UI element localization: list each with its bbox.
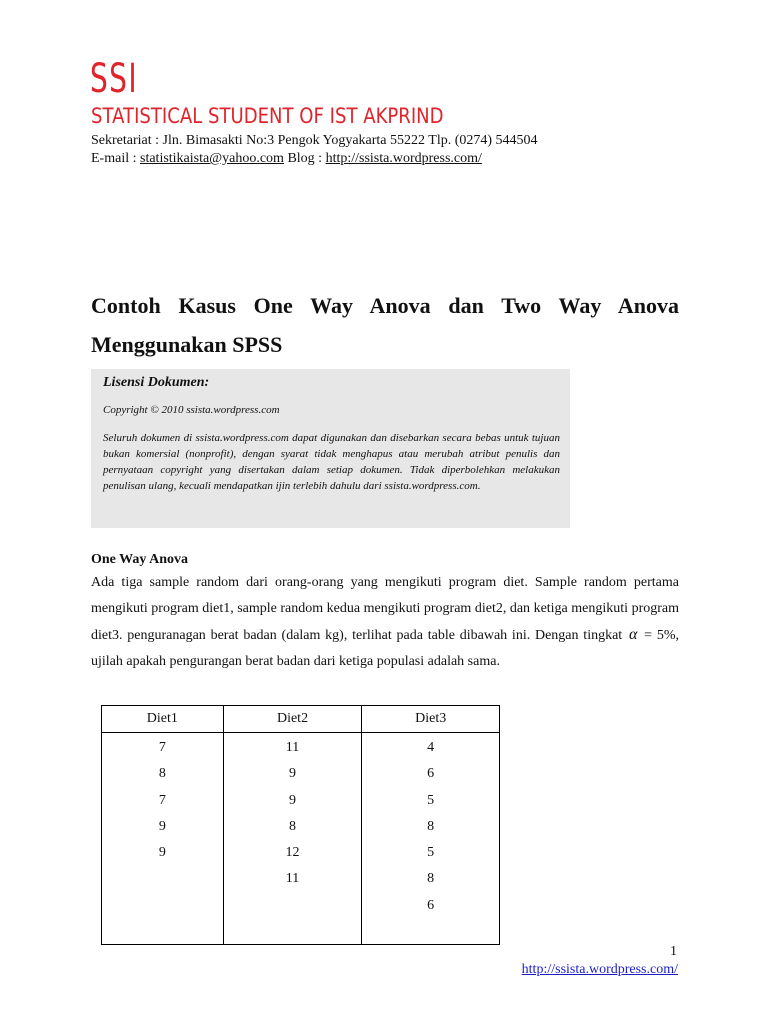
column-header-diet2: Diet2 — [223, 706, 362, 733]
address-line: Sekretariat : Jln. Bimasakti No:3 Pengok Yogyakarta 55222 Tlp. (0274) 544504 — [91, 133, 538, 148]
title-line-1: Contoh Kasus One Way Anova dan Two Way Anova — [91, 293, 679, 318]
blog-link[interactable]: http://ssista.wordpress.com/ — [325, 151, 482, 166]
diet1-values — [102, 733, 224, 945]
license-box — [91, 369, 570, 528]
table-cell: 8 — [289, 818, 297, 834]
table-cell: 11 — [285, 871, 300, 887]
column-header-diet1: Diet1 — [102, 706, 224, 733]
table-cell: 6 — [427, 766, 435, 782]
column-header-diet3: Diet3 — [362, 706, 500, 733]
ssi-logo: SSI — [90, 56, 139, 102]
diet-table — [101, 705, 500, 945]
table-cell: 8 — [158, 766, 166, 782]
table-cell: 5 — [427, 845, 435, 861]
table-cell: 11 — [285, 740, 300, 755]
license-body: Seluruh dokumen di ssista.wordpress.com dapat digunakan dan disebarkan secara bebas untuk tujuan bukan komersial (nonprofit), dengan syarat tidak menghapus atau merubah atribut penulis dan pernyataan copyright yang disertakan dalam setiap dokumen. Tidak diperbolehkan melakukan penulisan ulang, kecuali mendapatkan ijin terlebih dahulu dari ssista.wordpress.com. — [103, 432, 560, 492]
paragraph-text-2: = 5%, ujilah apakah pengurangan berat badan dari ketiga populasi adalah sama. — [91, 628, 679, 669]
blog-label: Blog : — [283, 151, 326, 166]
alpha-symbol: α — [628, 626, 638, 643]
table-cell: 8 — [427, 818, 435, 834]
section-paragraph — [91, 570, 679, 675]
license-copyright: Copyright © 2010 ssista.wordpress.com — [103, 404, 280, 416]
organization-name: STATISTICAL STUDENT OF IST AKPRIND — [91, 104, 444, 128]
table-cell: 9 — [158, 845, 166, 861]
table-cell: 7 — [158, 740, 166, 755]
table-cell: 9 — [158, 818, 166, 834]
section-title: One Way Anova — [91, 552, 188, 567]
contact-line — [91, 151, 482, 167]
table-cell: 6 — [427, 897, 435, 913]
email-label: E-mail : — [91, 151, 140, 166]
table-cell: 4 — [427, 740, 435, 755]
table-cell: 9 — [289, 766, 297, 782]
document-title — [91, 286, 679, 364]
table-cell: 12 — [285, 845, 300, 861]
paragraph-text-1: Ada tiga sample random dari orang-orang yang mengikuti program diet. Sample random pertama mengikuti program diet1, sample random kedua mengikuti program diet2, dan ketiga mengikuti program diet3. penguranagan berat badan (dalam kg), terlihat pada table dibawah ini. Dengan tingkat — [91, 575, 679, 643]
title-line-2: Menggunakan SPSS — [91, 332, 283, 357]
table-cell: 9 — [289, 792, 297, 808]
license-heading: Lisensi Dokumen: — [103, 375, 210, 390]
diet2-values — [223, 733, 362, 945]
diet3-values — [362, 733, 500, 945]
table-cell: 5 — [427, 792, 435, 808]
page-number: 1 — [670, 944, 677, 959]
email-link[interactable]: statistikaista@yahoo.com — [140, 151, 284, 166]
table-cell: 8 — [427, 871, 435, 887]
table-cell: 7 — [158, 792, 166, 808]
footer-link[interactable]: http://ssista.wordpress.com/ — [521, 962, 678, 977]
